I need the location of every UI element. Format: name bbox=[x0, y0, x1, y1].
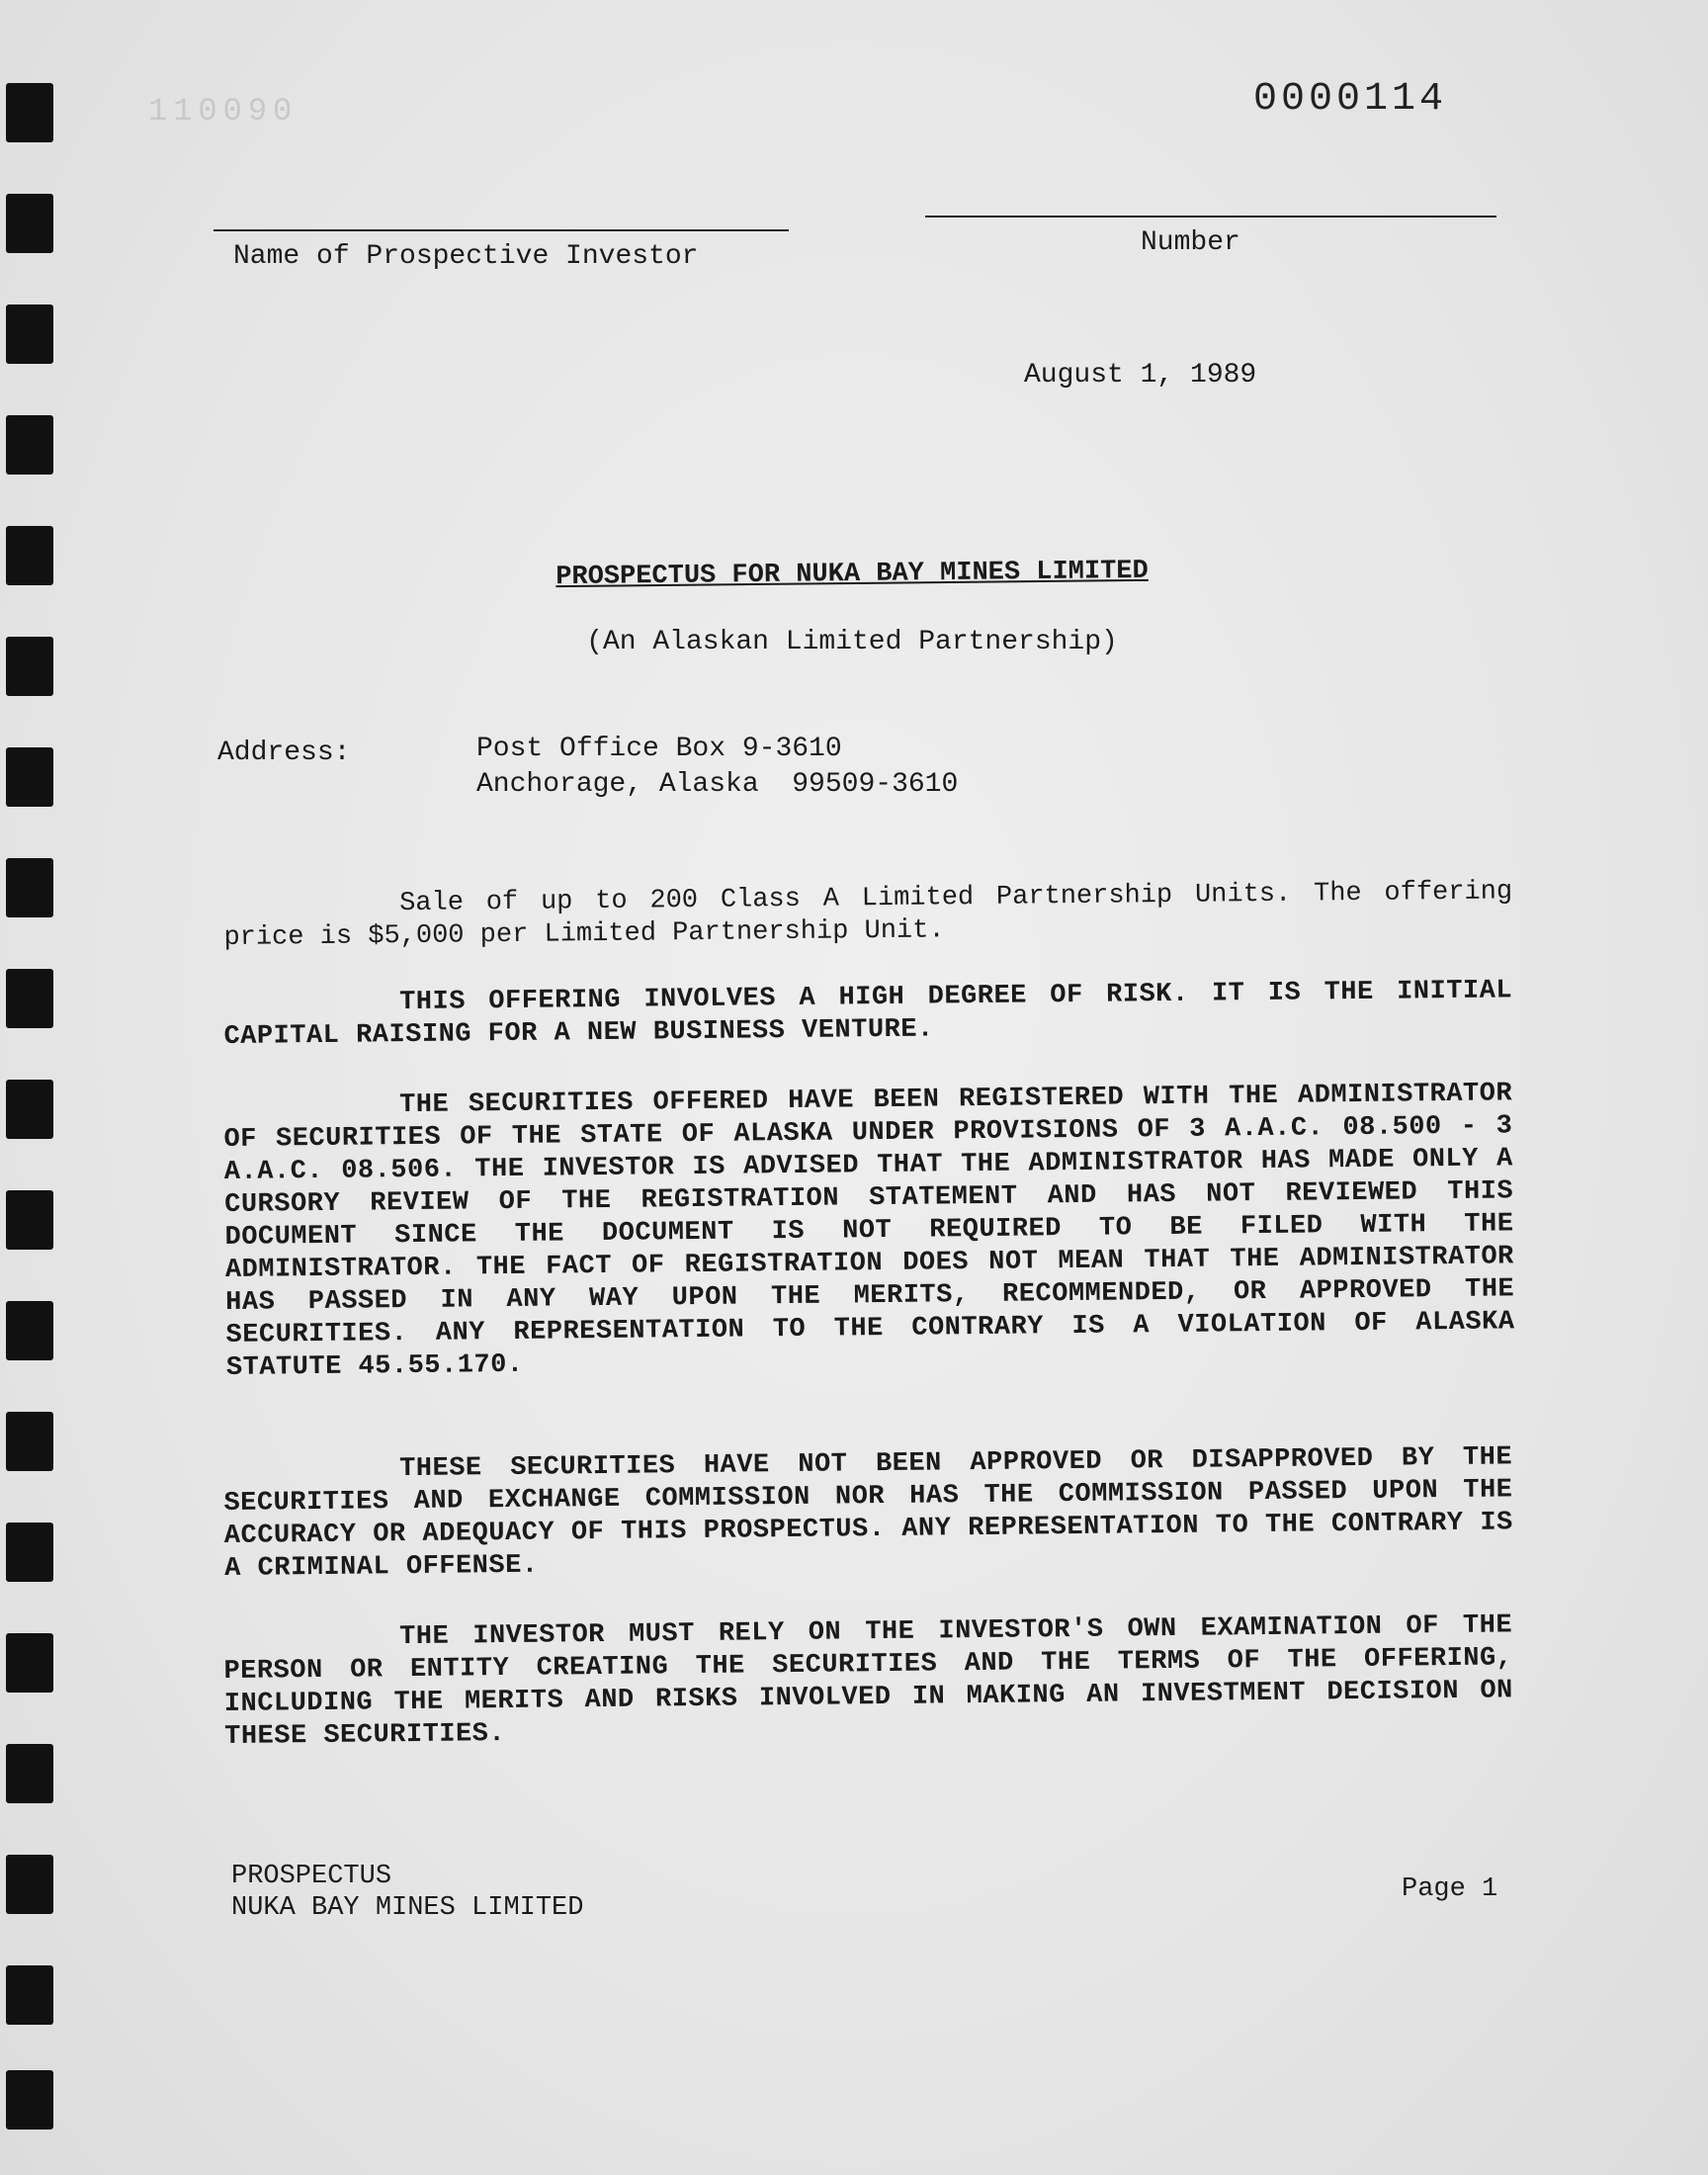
binding-hole bbox=[6, 1522, 53, 1582]
risk-paragraph: THIS OFFERING INVOLVES A HIGH DEGREE OF RISK. IT IS THE INITIAL CAPITAL RAISING FOR A NEW BUSINESS VENTURE. bbox=[223, 976, 1513, 1052]
binding-hole bbox=[6, 83, 53, 142]
binding-hole bbox=[6, 969, 53, 1028]
page-number: Page 1 bbox=[1402, 1874, 1498, 1904]
binding-hole bbox=[6, 1633, 53, 1693]
investor-reliance-paragraph: THE INVESTOR MUST RELY ON THE INVESTOR'S OWN EXAMINATION OF THE PERSON OR ENTITY CREATING THE SECURITIES AND THE TERMS OF THE OFFERING, INCLUDING THE MERITS AND RISKS INVOLVED IN MAKING AN INVESTMENT DECISION ON THESE SECURITIES. bbox=[223, 1610, 1513, 1752]
footer-line-1: PROSPECTUS bbox=[231, 1862, 392, 1891]
binding-hole bbox=[6, 1301, 53, 1360]
binding-hole bbox=[6, 194, 53, 253]
binding-hole bbox=[6, 747, 53, 807]
binding-hole bbox=[6, 526, 53, 585]
offering-paragraph: Sale of up to 200 Class A Limited Partnership Units. The offering price is $5,000 per Limited Partnership Unit. bbox=[223, 877, 1513, 953]
binding-hole bbox=[6, 637, 53, 696]
binding-hole bbox=[6, 1744, 53, 1803]
number-field-label: Number bbox=[1141, 227, 1240, 258]
document-subtitle: (An Alaskan Limited Partnership) bbox=[586, 627, 1118, 657]
spiral-binding bbox=[0, 0, 59, 2175]
address-label: Address: bbox=[217, 738, 351, 768]
investor-name-line bbox=[214, 229, 789, 231]
binding-hole bbox=[6, 304, 53, 364]
faded-number: 110090 bbox=[148, 93, 299, 130]
address-block bbox=[476, 732, 958, 803]
investor-field-label: Name of Prospective Investor bbox=[233, 241, 699, 272]
binding-hole bbox=[6, 2070, 53, 2130]
binding-hole bbox=[6, 1190, 53, 1250]
binding-hole bbox=[6, 1965, 53, 2025]
registration-paragraph: THE SECURITIES OFFERED HAVE BEEN REGISTERED WITH THE ADMINISTRATOR OF SECURITIES OF THE STATE OF ALASKA UNDER PROVISIONS OF 3 A.A.C. 08.500 - 3 A.A.C. 08.506. THE INVESTOR IS ADVISED THAT THE ADMINISTRATOR HAS MADE ONLY A CURSORY REVIEW OF THE REGISTRATION STATEMENT AND HAS NOT REVIEWED THIS DOCUMENT SINCE THE DOCUMENT IS NOT REQUIRED TO BE FILED WITH THE ADMINISTRATOR. THE FACT OF REGISTRATION DOES NOT MEAN THAT THE ADMINISTRATOR HAS PASSED IN ANY WAY UPON THE MERITS, RECOMMENDED, OR APPROVED THE SECURITIES. ANY REPRESENTATION TO THE CONTRARY IS A VIOLATION OF ALASKA STATUTE 45.55.170. bbox=[223, 1079, 1515, 1383]
document-title: PROSPECTUS FOR NUKA BAY MINES LIMITED bbox=[555, 556, 1149, 593]
footer-line-2: NUKA BAY MINES LIMITED bbox=[231, 1893, 584, 1923]
address-line-2: Anchorage, Alaska 99509-3610 bbox=[476, 769, 959, 800]
control-number: 0000114 bbox=[1253, 77, 1448, 122]
binding-hole bbox=[6, 1080, 53, 1139]
binding-hole bbox=[6, 1412, 53, 1471]
binding-hole bbox=[6, 858, 53, 917]
sec-paragraph: THESE SECURITIES HAVE NOT BEEN APPROVED OR DISAPPROVED BY THE SECURITIES AND EXCHANGE COMMISSION NOR HAS THE COMMISSION PASSED UPON THE ACCURACY OR ADEQUACY OF THIS PROSPECTUS. ANY REPRESENTATION TO THE CONTRARY IS A CRIMINAL OFFENSE. bbox=[223, 1442, 1513, 1584]
binding-hole bbox=[6, 415, 53, 475]
address-line-1: Post Office Box 9-3610 bbox=[476, 734, 842, 764]
number-line bbox=[925, 216, 1496, 218]
document-date: August 1, 1989 bbox=[1024, 360, 1257, 391]
binding-hole bbox=[6, 1855, 53, 1914]
footer-left bbox=[231, 1861, 583, 1924]
